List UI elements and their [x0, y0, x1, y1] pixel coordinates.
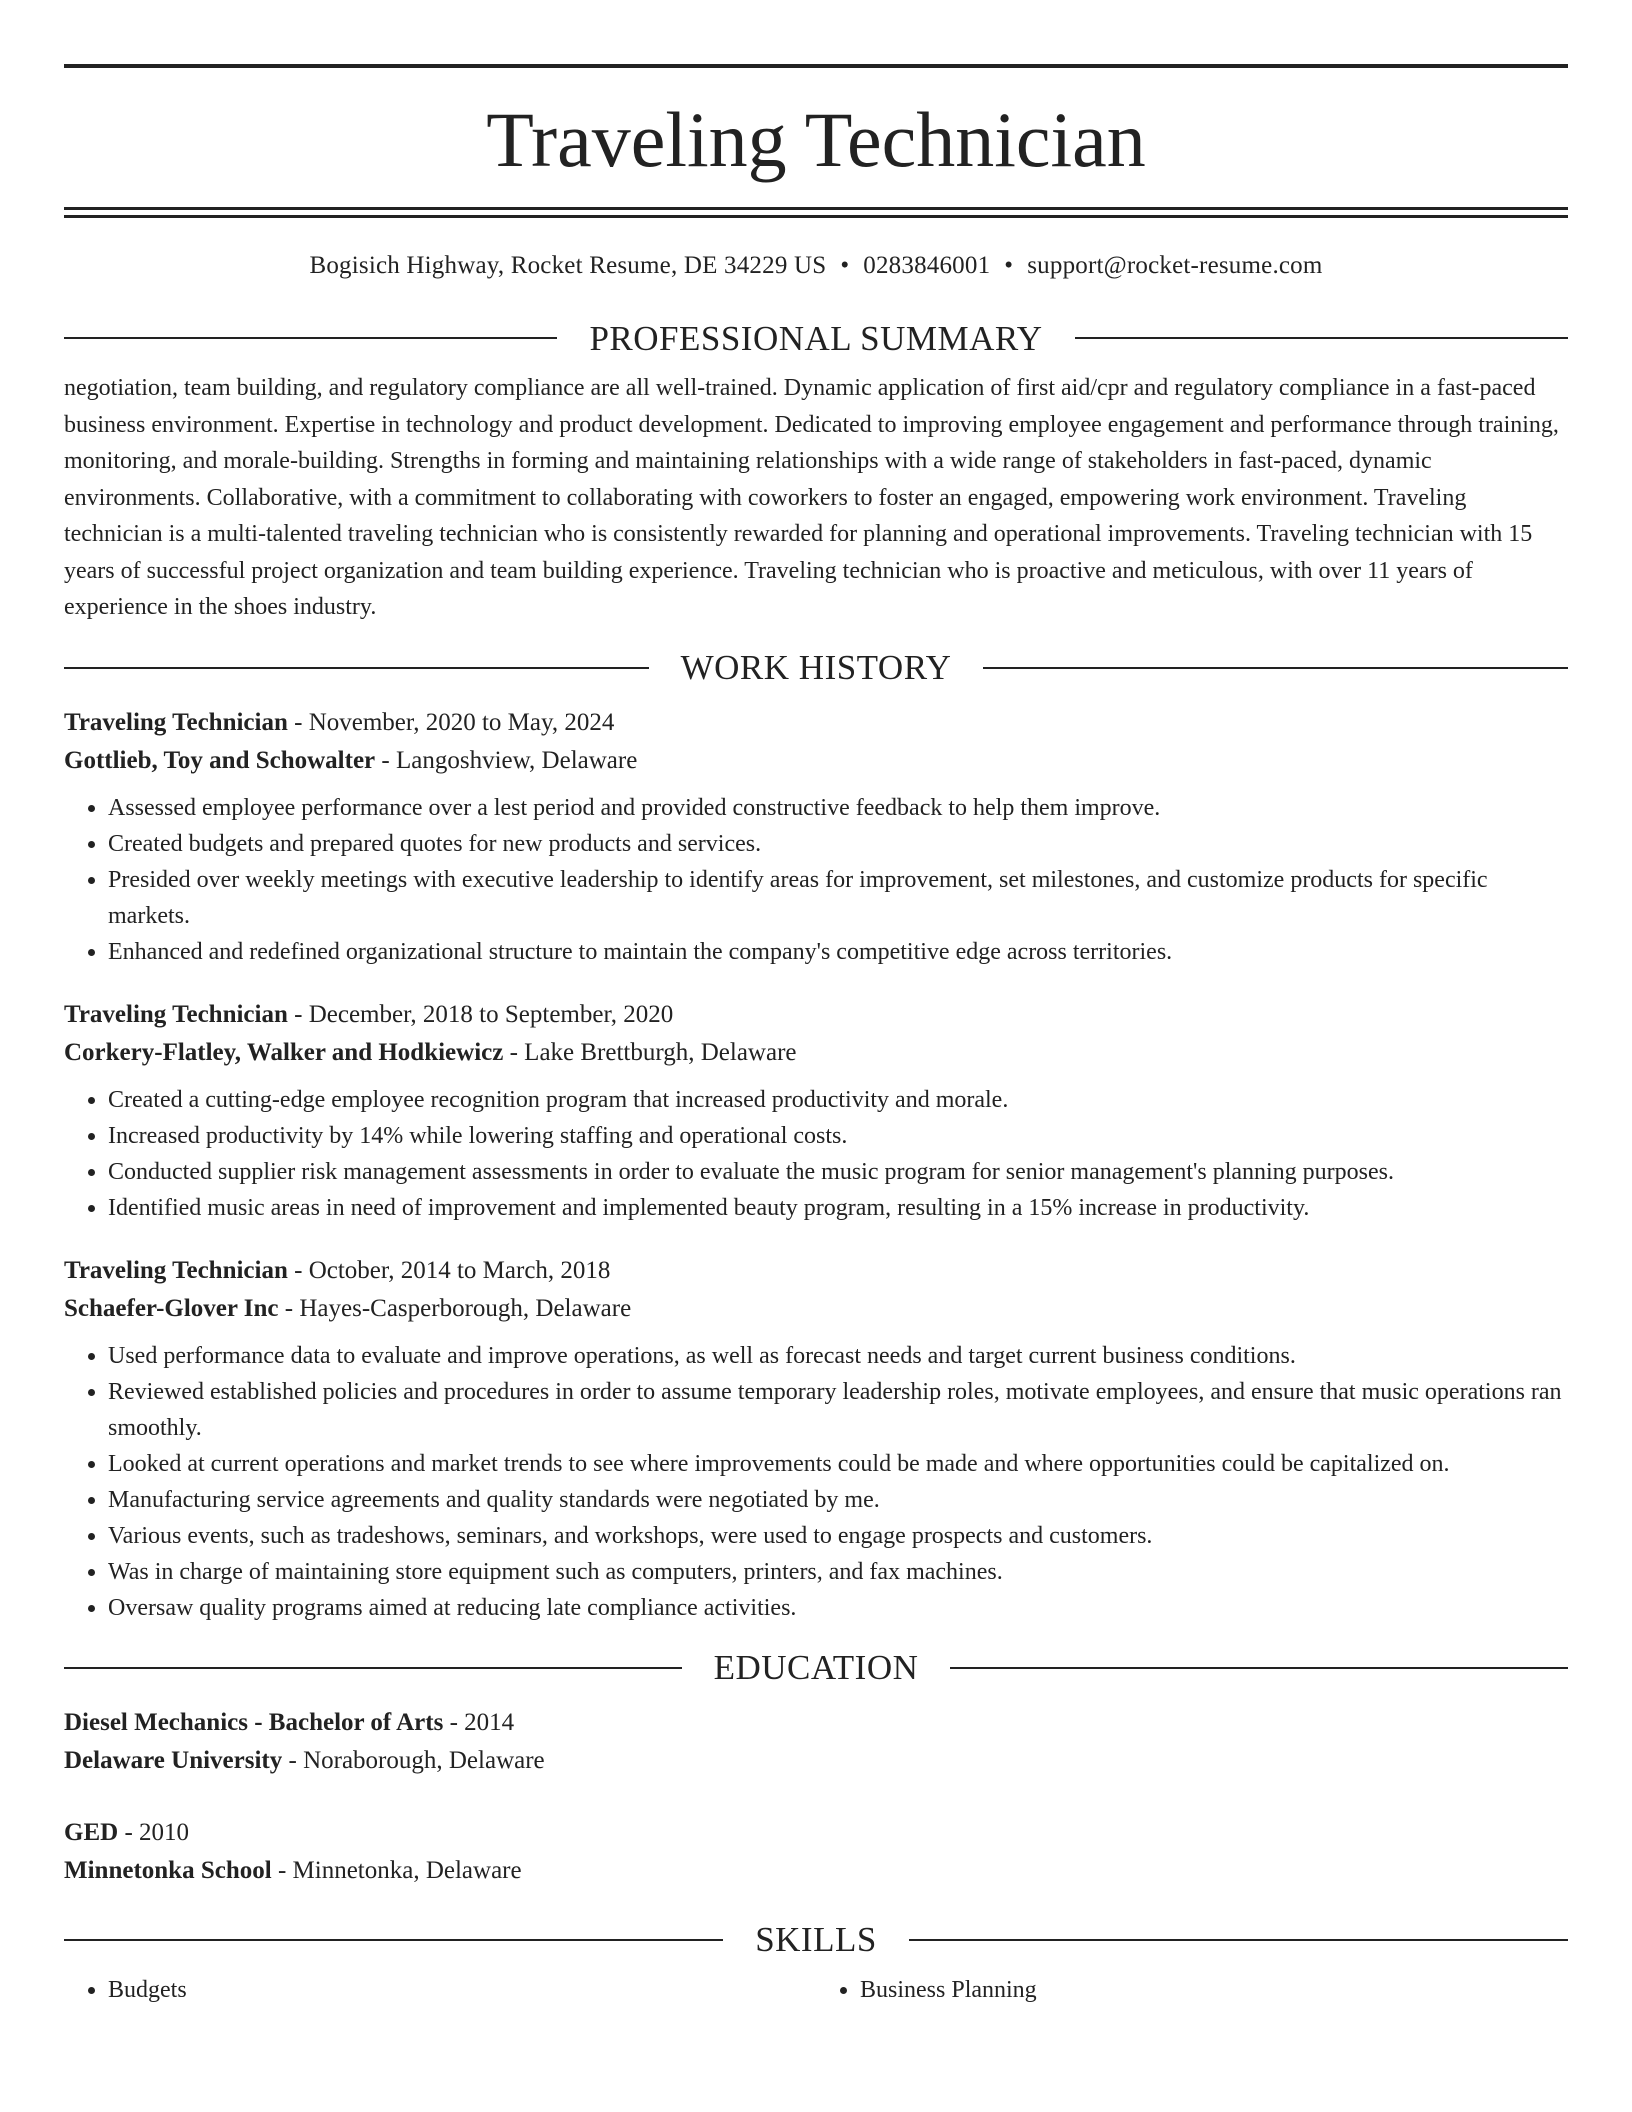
job-bullet: • Reviewed established policies and procedures in order to assume temporary leadership roles, motivate employees, and ensure that music operations ran smoothly. — [108, 1374, 1568, 1446]
job-location: - Hayes-Casperborough, Delaware — [278, 1294, 632, 1322]
skills-column-left — [64, 1972, 816, 2008]
job-bullets — [64, 790, 1568, 970]
education-school: Minnetonka School — [64, 1856, 272, 1884]
skill-item: • Budgets — [108, 1972, 816, 2008]
job-bullet: • Created budgets and prepared quotes for new products and services. — [108, 826, 1568, 862]
job-title: Traveling Technician — [64, 1256, 288, 1284]
section-title: SKILLS — [755, 1920, 877, 1959]
job-dates: - November, 2020 to May, 2024 — [287, 708, 615, 736]
job-dates: - December, 2018 to September, 2020 — [287, 1000, 674, 1028]
education-degree-line — [64, 1704, 1568, 1742]
job-title-line — [64, 704, 1568, 742]
skill-item: • Business Planning — [860, 1972, 1568, 2008]
job-bullet: • Used performance data to evaluate and improve operations, as well as forecast needs and target current business conditions. — [108, 1338, 1568, 1374]
heading-rule — [64, 337, 557, 339]
job-bullet: • Assessed employee performance over a lest period and provided constructive feedback to help them improve. — [108, 790, 1568, 826]
job-location: - Langoshview, Delaware — [375, 746, 638, 774]
job-title: Traveling Technician — [64, 708, 288, 736]
education-school-line — [64, 1852, 1568, 1890]
job-bullet: • Increased productivity by 14% while lowering staffing and operational costs. — [108, 1118, 1568, 1154]
resume-name: Traveling Technician — [486, 96, 1146, 183]
summary-text: negotiation, team building, and regulatory compliance are all well-trained. Dynamic application of first aid/cpr and regulatory compliance in a fast-paced business environment. Expertise in technology and product development. Dedicated to improving employee engagement and performance through training, monitoring, and morale-building. Strengths in forming and maintaining relationships with a wide range of stakeholders in fast-paced, dynamic environments. Collaborative, with a commitment to collaborating with coworkers to foster an engaged, empowering work environment. Traveling technician is a multi-talented traveling technician who is consistently rewarded for planning and operational improvements. Traveling technician with 15 years of successful project organization and team building experience. Traveling technician who is proactive and meticulous, with over 11 years of experience in the shoes industry. — [64, 375, 1559, 620]
section-title: EDUCATION — [713, 1648, 919, 1687]
heading-rule — [950, 1667, 1568, 1669]
education-location: - Minnetonka, Delaware — [271, 1856, 522, 1884]
section-title: PROFESSIONAL SUMMARY — [589, 318, 1043, 358]
skills-list — [64, 1972, 1568, 2008]
job-entry — [64, 1252, 1568, 1626]
job-bullets — [64, 1082, 1568, 1226]
job-bullet: • Manufacturing service agreements and quality standards were negotiated by me. — [108, 1482, 1568, 1518]
job-location: - Lake Brettburgh, Delaware — [503, 1038, 797, 1066]
top-rule — [64, 64, 1568, 68]
section-heading-work — [64, 646, 1568, 690]
job-bullet: • Was in charge of maintaining store equipment such as computers, printers, and fax machines. — [108, 1554, 1568, 1590]
job-bullets — [64, 1338, 1568, 1626]
heading-rule — [983, 667, 1568, 669]
job-company-line — [64, 1034, 1568, 1072]
contact-line — [64, 252, 1568, 280]
double-rule — [64, 207, 1568, 218]
contact-address: Bogisich Highway, Rocket Resume, DE 34229 US — [309, 252, 827, 279]
job-bullet: • Enhanced and redefined organizational structure to maintain the company's competitive edge across territories. — [108, 934, 1568, 970]
education-location: - Noraborough, Delaware — [282, 1746, 545, 1774]
education-entry — [64, 1814, 1568, 1890]
education-degree: GED — [64, 1818, 119, 1846]
job-company-line — [64, 1290, 1568, 1328]
job-entry — [64, 704, 1568, 970]
job-bullet: • Various events, such as tradeshows, seminars, and workshops, were used to engage prospects and customers. — [108, 1518, 1568, 1554]
contact-phone: 0283846001 — [863, 252, 991, 279]
contact-email: support@rocket-resume.com — [1027, 252, 1323, 279]
heading-rule — [64, 1667, 682, 1669]
section-title: WORK HISTORY — [680, 648, 952, 687]
section-heading-skills — [64, 1918, 1568, 1962]
section-heading-education — [64, 1646, 1568, 1690]
education-degree: Diesel Mechanics - Bachelor of Arts — [64, 1708, 444, 1736]
job-company: Corkery-Flatley, Walker and Hodkiewicz — [64, 1038, 504, 1066]
job-bullet: • Oversaw quality programs aimed at reducing late compliance activities. — [108, 1590, 1568, 1626]
heading-rule — [64, 667, 649, 669]
education-year: - 2010 — [118, 1818, 190, 1846]
job-company-line — [64, 742, 1568, 780]
job-company: Gottlieb, Toy and Schowalter — [64, 746, 376, 774]
contact-separator: • — [840, 252, 850, 279]
job-company: Schaefer-Glover Inc — [64, 1294, 279, 1322]
job-entry — [64, 996, 1568, 1226]
job-bullet: • Conducted supplier risk management assessments in order to evaluate the music program for senior management's planning purposes. — [108, 1154, 1568, 1190]
job-title-line — [64, 1252, 1568, 1290]
job-bullet: • Presided over weekly meetings with executive leadership to identify areas for improvement, set milestones, and customize products for specific markets. — [108, 862, 1568, 934]
heading-rule — [1075, 337, 1568, 339]
skills-column-right — [816, 1972, 1568, 2008]
contact-separator: • — [1004, 252, 1014, 279]
job-dates: - October, 2014 to March, 2018 — [287, 1256, 611, 1284]
education-school-line — [64, 1742, 1568, 1780]
education-school: Delaware University — [64, 1746, 283, 1774]
education-degree-line — [64, 1814, 1568, 1852]
heading-rule — [64, 1939, 723, 1941]
heading-rule — [909, 1939, 1568, 1941]
education-entry — [64, 1704, 1568, 1780]
job-bullet: • Looked at current operations and market trends to see where improvements could be made and where opportunities could be capitalized on. — [108, 1446, 1568, 1482]
job-title: Traveling Technician — [64, 1000, 288, 1028]
education-year: - 2014 — [443, 1708, 515, 1736]
job-title-line — [64, 996, 1568, 1034]
job-bullet: • Identified music areas in need of improvement and implemented beauty program, resulting in a 15% increase in productivity. — [108, 1190, 1568, 1226]
section-heading-summary — [64, 316, 1568, 360]
job-bullet: • Created a cutting-edge employee recognition program that increased productivity and morale. — [108, 1082, 1568, 1118]
